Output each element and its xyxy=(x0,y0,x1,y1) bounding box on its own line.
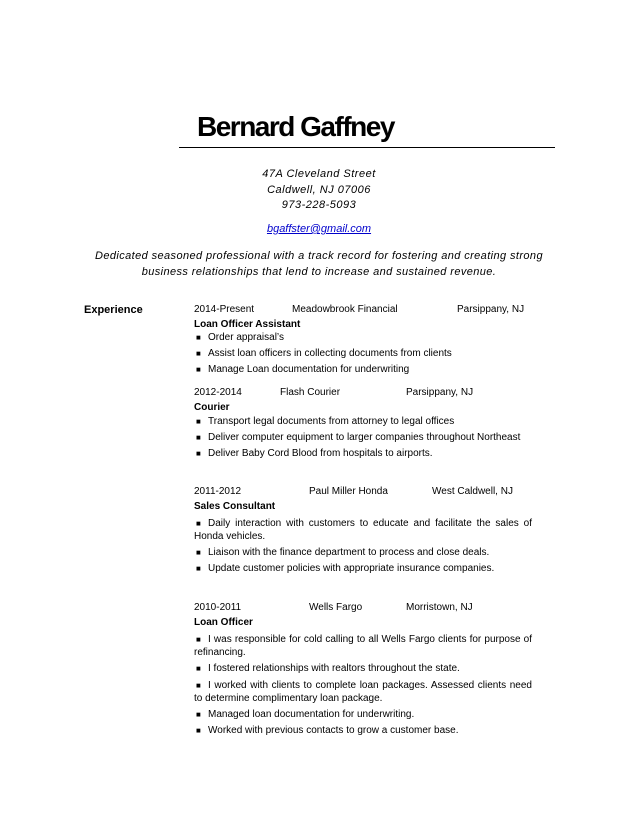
list-item: ■ Transport legal documents from attorney to legal offices xyxy=(196,416,455,427)
list-item: ■ Deliver Baby Cord Blood from hospitals to airports. xyxy=(196,448,433,459)
job-title: Courier xyxy=(194,402,230,413)
header-divider xyxy=(179,147,555,148)
job-location: West Caldwell, NJ xyxy=(432,486,513,497)
experience-heading: Experience xyxy=(84,304,143,316)
bullet-icon: ■ xyxy=(196,635,201,644)
bullet-icon: ■ xyxy=(196,564,201,573)
list-item: ■ Manage Loan documentation for underwriting xyxy=(196,364,410,375)
list-item: ■ I was responsible for cold calling to all Wells Fargo clients for purpose of refinancing. xyxy=(194,634,532,658)
list-item: ■ Worked with previous contacts to grow a customer base. xyxy=(196,725,459,736)
bullet-icon: ■ xyxy=(196,417,201,426)
address-line-1: 47A Cleveland Street xyxy=(262,168,376,180)
job-dates: 2011-2012 xyxy=(194,486,242,497)
bullet-icon: ■ xyxy=(196,433,201,442)
summary-line-1: Dedicated seasoned professional with a track record for fostering and creating strong xyxy=(95,250,543,262)
resume-name: Bernard Gaffney xyxy=(197,111,394,142)
job-title: Sales Consultant xyxy=(194,501,276,512)
job-location: Parsippany, NJ xyxy=(457,304,525,315)
job-location: Parsippany, NJ xyxy=(406,387,474,398)
job-company: Meadowbrook Financial xyxy=(292,304,398,315)
job-dates: 2010-2011 xyxy=(194,602,242,613)
job-company: Wells Fargo xyxy=(309,602,363,613)
bullet-icon: ■ xyxy=(196,449,201,458)
address-line-2: Caldwell, NJ 07006 xyxy=(267,184,371,196)
list-item: ■ Daily interaction with customers to educate and facilitate the sales of Honda vehicles. xyxy=(194,518,532,542)
list-item: ■ I fostered relationships with realtors throughout the state. xyxy=(196,663,460,674)
list-item: ■ Assist loan officers in collecting documents from clients xyxy=(196,348,452,359)
bullet-icon: ■ xyxy=(196,710,201,719)
email-link[interactable]: bgaffster@gmail.com xyxy=(266,223,372,235)
summary-line-2: business relationships that lend to increase and sustained revenue. xyxy=(141,266,497,278)
job-company: Paul Miller Honda xyxy=(309,486,388,497)
bullet-icon: ■ xyxy=(196,365,201,374)
email-row xyxy=(0,223,638,235)
list-item: ■ Order appraisal’s xyxy=(196,332,284,343)
job-title: Loan Officer xyxy=(194,617,253,628)
list-item: ■ Managed loan documentation for underwriting. xyxy=(196,709,415,720)
bullet-icon: ■ xyxy=(196,681,201,690)
phone-number: 973-228-5093 xyxy=(281,199,357,211)
job-dates: 2014-Present xyxy=(194,304,255,315)
bullet-icon: ■ xyxy=(196,548,201,557)
bullet-icon: ■ xyxy=(196,333,201,342)
list-item: ■ Deliver computer equipment to larger companies throughout Northeast xyxy=(196,432,521,443)
list-item: ■ I worked with clients to complete loan packages. Assessed clients need to determine complimentary loan package. xyxy=(194,680,532,704)
bullet-icon: ■ xyxy=(196,664,201,673)
job-dates: 2012-2014 xyxy=(194,387,242,398)
list-item: ■ Update customer policies with appropriate insurance companies. xyxy=(196,563,495,574)
bullet-icon: ■ xyxy=(196,349,201,358)
job-company: Flash Courier xyxy=(280,387,341,398)
job-title: Loan Officer Assistant xyxy=(194,319,301,330)
job-location: Morristown, NJ xyxy=(406,602,473,613)
bullet-icon: ■ xyxy=(196,726,201,735)
list-item: ■ Liaison with the finance department to process and close deals. xyxy=(196,547,490,558)
bullet-icon: ■ xyxy=(196,519,201,528)
